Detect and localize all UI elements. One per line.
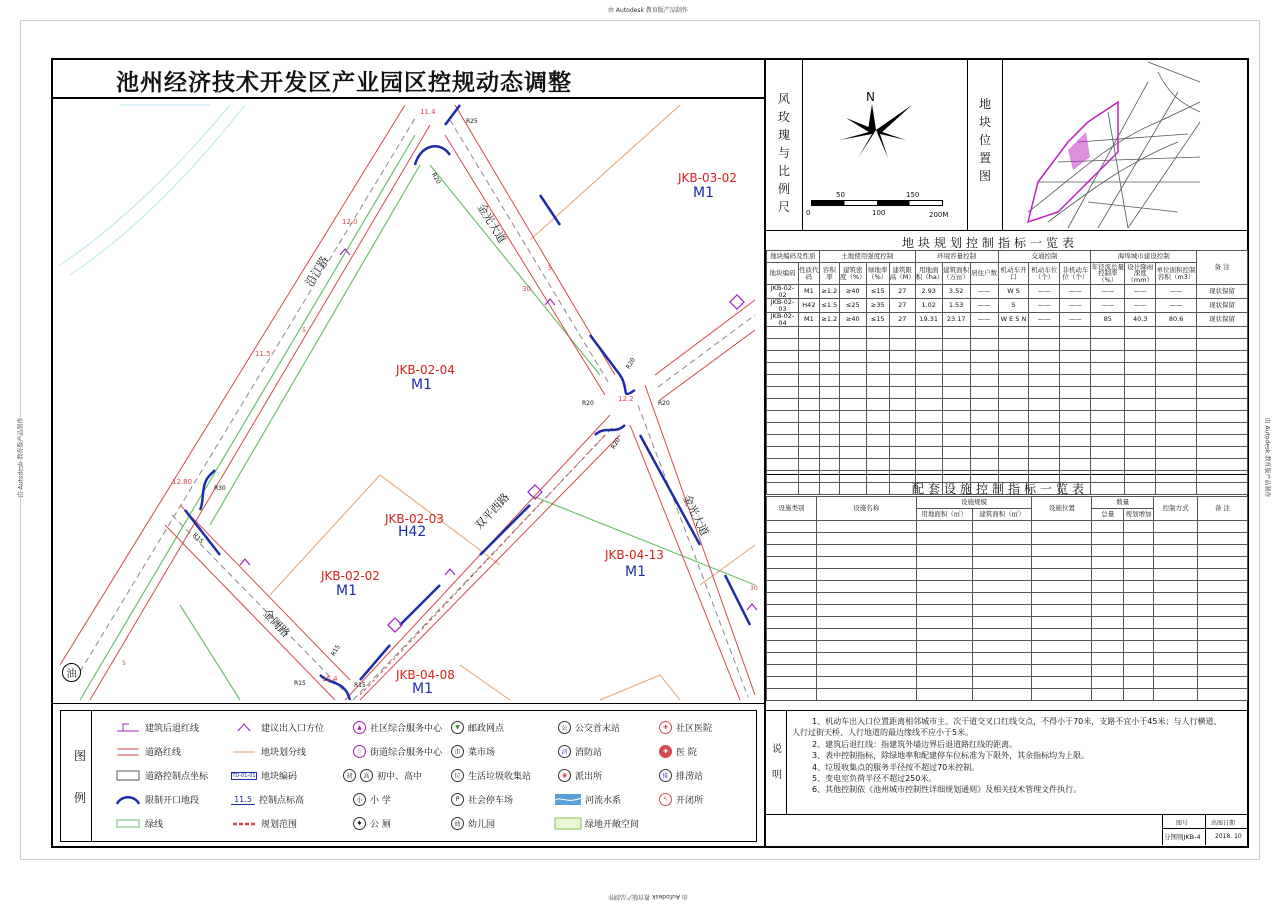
radius-4: R20: [658, 400, 670, 407]
road-red-lines: [60, 105, 755, 700]
elev-7: 30: [522, 285, 531, 293]
facility-control-table: 设施类别 设施名称 设施规模 设施位置 数量 控制方式 备 注 用地面积（㎡） 建筑面积（㎡） 总量 规划增加: [766, 496, 1248, 701]
watermark-left: 由 Autodesk 教育版产品制作: [17, 417, 25, 498]
radius-9: R15: [294, 680, 306, 687]
legend-road-red-line: 道路红线: [115, 745, 181, 758]
watermark-bottom: 由 Autodesk 教育版产品制作: [608, 893, 688, 900]
drawing-no: 分图则JKB-4: [1164, 833, 1201, 841]
plot-use-3: H42: [398, 524, 427, 540]
watermark-right: 由 Autodesk 教育版产品制作: [1263, 417, 1271, 498]
setback-1: 5: [302, 327, 306, 334]
plot-use-6: M1: [412, 681, 433, 697]
plot-code-1[interactable]: JKB-03-02: [678, 171, 737, 185]
plot-use-1: M1: [693, 185, 714, 201]
compass-side-label: 风玫瑰与比例尺: [778, 92, 791, 214]
plot-use-5: M1: [625, 564, 646, 580]
legend-community-hospital: ✚ 社区医院: [659, 721, 712, 734]
table-row: JKB-02-02 M1 ≥1.2 ≥40 ≤15 27 2.93 3.52 —— W S —— —— —— —— —— 现状保留: [767, 285, 1248, 299]
plot-code-4[interactable]: JKB-02-02: [321, 569, 380, 583]
setback-3: 5: [548, 265, 552, 272]
radius-3: R20: [582, 400, 594, 407]
location-side-label: 地块位置图: [979, 97, 992, 183]
map-divider: [51, 703, 764, 704]
plot-code-5[interactable]: JKB-04-13: [605, 548, 664, 562]
table-row: JKB-02-03 H42 ≤1.5 ≤25 ≥35 27 1.02 1.53 —— S —— —— —— —— —— 现状保留: [767, 299, 1248, 313]
legend-middle-school: 初 高 初中、高中: [343, 769, 422, 782]
legend-switch-station: ϟ 开闭所: [659, 793, 703, 806]
compass-panel: [766, 60, 1248, 231]
radius-10: R15: [354, 682, 366, 689]
legend-control-elevation: 11.5 控制点标高: [231, 793, 304, 806]
elev-6: 15.4: [322, 675, 338, 683]
table1-title: 地块规划控制指标一览表: [902, 236, 1079, 250]
watermark-top: 由 Autodesk 教育版产品制作: [608, 7, 688, 14]
elev-1: 11.4: [420, 108, 436, 116]
radius-1: R25: [466, 118, 478, 125]
notes-label: 说明: [772, 744, 782, 781]
legend-planning-boundary: 规划范围: [261, 820, 298, 830]
legend-drainage: 排 排涝站: [659, 769, 703, 782]
radius-2: R20: [429, 171, 442, 186]
legend-street-center: ☆ 街道综合服务中心: [353, 745, 442, 758]
wind-rose-icon: [836, 100, 916, 162]
legend-police: ◉ 派出所: [558, 769, 602, 782]
date-label: 出图日期: [1211, 820, 1236, 827]
scale-150: 150: [906, 191, 920, 199]
scale-100: 100: [872, 209, 886, 217]
plot-control-table: 地块编码及性质 土地使用强度控制 环境容量控制 交通控制 海绵城市建设控制 备 注 地块编码 性质代码 容积率 建筑密度（%） 绿地率（%） 建筑限高（M） 用地面积（ha） 建筑面积（万㎡） 居住户数 机动车开口 机动车位（个） 非机动车位（个） 年径流总量控制率（%） 设计降雨深度（mm） 单位面积控制容积（m3） JKB-02-02 M1 ≥1.2 ≥40 ≤15 27 2.93 3.52 —— W S —— —— —— —— —— 现状保留 JKB-02-03 H42 ≤1.5 ≤25 ≥35 27 1.02 1.53 —— S —— —— —— —— —— 现状保留 JKB-02-04 M1 ≥1.2 ≥40 ≤15 27 19.31 23.17 —— W E S N —— —— 85 40.3 80.6 现状保留: [766, 250, 1248, 495]
map-svg: [60, 105, 755, 700]
notes-text: 1、机动车出入口位置距离相邻城市主、次干道交叉口红线交点，不得小于70米，支路不宜小于45米；与人行横道、 人行过街天桥、人行地道的最边缘线不应小于5米。 2、建筑后退红线：指建筑外墙边界后退道路红线的距离。 3、表中控制指标，除绿地率和配建停车位标准为下限外，其余指标均为上限。 4、垃圾收集点的服务半径按不超过70米控制。 5、变电室负荷半径不超过250米。 6、其他控制依《池州城市控制性详细规划通则》及相关技术管理文件执行。: [792, 717, 1222, 795]
legend-primary-school: 小 小 学: [353, 793, 391, 806]
legend-kindergarten: 幼 幼儿园: [451, 817, 495, 830]
river-lines: [60, 105, 245, 275]
radius-7: R15: [191, 531, 205, 546]
plot-code-6[interactable]: JKB-04-08: [396, 668, 455, 682]
plot-division-lines: [270, 105, 755, 700]
title-divider: [51, 97, 764, 99]
road-name-4: 金阊路: [260, 606, 293, 640]
elevation-icon: 11.5: [231, 795, 255, 805]
legend-green-line: 绿线: [115, 817, 163, 830]
legend-plot-division: 地块划分线: [261, 748, 307, 758]
plot-use-2: M1: [411, 377, 432, 393]
setback-4: 30: [750, 585, 758, 592]
table-row: JKB-02-04 M1 ≥1.2 ≥40 ≤15 27 19.31 23.17 —— W E S N —— —— 85 40.3 80.6 现状保留: [767, 313, 1248, 327]
legend-river: 河流水系: [555, 793, 621, 806]
legend-fire-station: 消 消防站: [558, 745, 602, 758]
elev-5: 12.2: [618, 395, 634, 403]
planning-map[interactable]: [60, 105, 758, 700]
legend-toilet: ♦ 公 厕: [353, 817, 391, 830]
legend: [60, 710, 757, 842]
legend-road-control-point: 道路控制点坐标: [115, 769, 208, 782]
elev-4: 12.80: [172, 478, 193, 486]
footer-box: [1162, 815, 1249, 845]
plot-code-icon: TD-01-01: [232, 772, 256, 779]
green-lines: [80, 135, 755, 700]
entrance-markers: [240, 249, 757, 632]
legend-hospital: ✚ 医 院: [659, 745, 697, 758]
radius-11: R20: [609, 436, 622, 451]
legend-parking: P 社会停车场: [451, 793, 513, 806]
legend-restricted-opening: 限制开口地段: [115, 793, 199, 806]
elev-3: 11.5: [255, 350, 271, 358]
legend-title-1: 图: [74, 749, 87, 763]
drawing-no-label: 图号: [1176, 820, 1189, 827]
radius-6: R30: [214, 485, 226, 492]
scale-bar: [811, 200, 943, 206]
scale-50: 50: [836, 191, 845, 199]
location-map[interactable]: [1028, 62, 1200, 228]
legend-entrance: 建议出入口方位: [231, 721, 324, 734]
legend-bus-terminal: 公 公交首末站: [558, 721, 620, 734]
legend-community-center: ▲ 社区综合服务中心: [353, 721, 442, 734]
plot-code-2[interactable]: JKB-02-04: [396, 363, 455, 377]
legend-market: 市 菜市场: [451, 745, 495, 758]
legend-building-setback: 建筑后退红线: [115, 721, 199, 734]
scale-0: 0: [806, 209, 811, 217]
legend-title-2: 例: [74, 791, 87, 805]
legend-plot-code: TD-01-01 地块编码: [232, 772, 298, 782]
road-name-1: 沿江路: [302, 253, 332, 289]
scale-200: 200M: [929, 211, 949, 219]
road-name-5: 金光大道: [680, 492, 712, 538]
gas-station-icon[interactable]: 油: [62, 663, 81, 682]
legend-open-green: 绿地开敞空间: [555, 817, 639, 830]
table2-title: 配套设施控制指标一览表: [912, 482, 1089, 496]
road-name-3: 双平西路: [472, 490, 513, 532]
plot-use-4: M1: [336, 583, 357, 599]
setback-2: 5: [122, 660, 126, 667]
radius-8: R15: [329, 643, 342, 658]
notes-panel: [766, 710, 1248, 815]
drawing-date: 2018. 10: [1215, 833, 1242, 840]
plot-code-3[interactable]: JKB-02-03: [385, 512, 444, 526]
north-label: N: [866, 90, 875, 104]
page-title: 池州经济技术开发区产业园区控规动态调整: [116, 70, 572, 96]
legend-post: ▼ 邮政网点: [451, 721, 504, 734]
legend-garbage: 垃 生活垃圾收集站: [451, 769, 531, 782]
elev-2: 12.0: [342, 218, 358, 226]
road-name-2: 金光大道: [474, 201, 509, 246]
radius-5: R20: [624, 356, 637, 371]
